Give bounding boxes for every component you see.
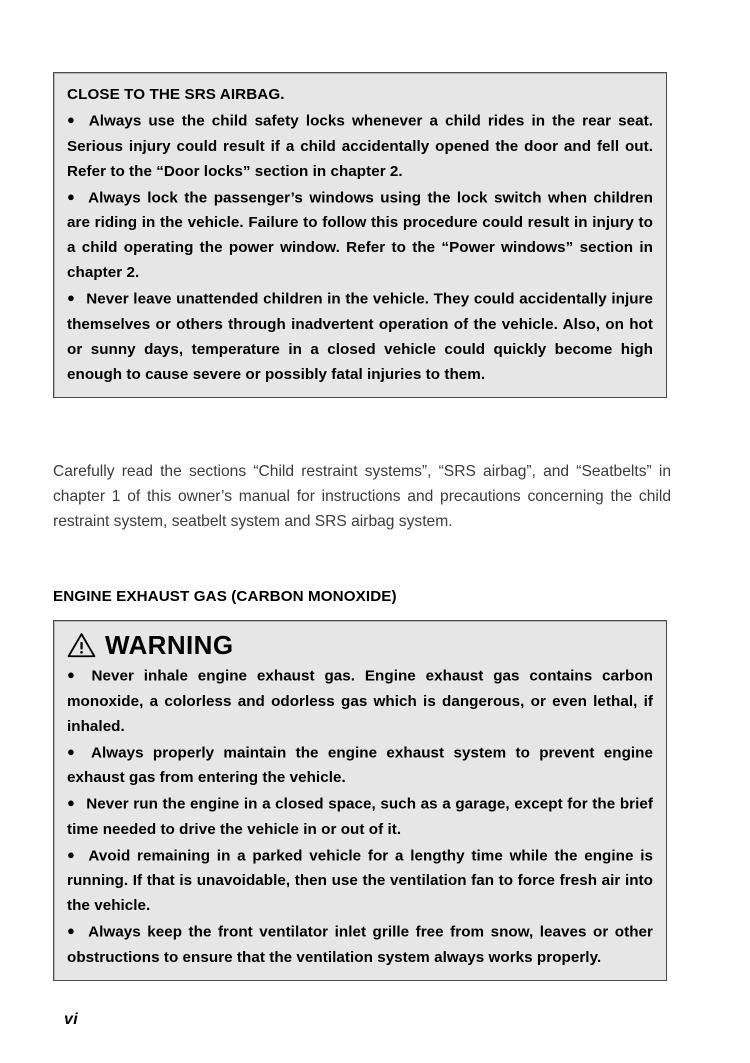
srs-bullet-3 — [67, 285, 653, 387]
warning-label: WARNING — [105, 630, 234, 660]
srs-bullet-1-text: Always use the child safety locks whenever a child rides in the rear seat. Serious injury could result if a child accidentally opened the door and fell out. Refer to the “Door locks” section in chapter 2. — [67, 112, 653, 180]
warning-header — [67, 631, 653, 659]
exhaust-bullet-4-text: Avoid remaining in a parked vehicle for a lengthy time while the engine is running. If that is unavoidable, then use the ventilation fan to force fresh air into the vehicle. — [67, 847, 653, 914]
exhaust-bullet-5-text: Always keep the front ventilator inlet grille free from snow, leaves or other obstructions to ensure that the ventilation system always works properly. — [67, 923, 653, 966]
engine-exhaust-gas-heading: ENGINE EXHAUST GAS (CARBON MONOXIDE) — [53, 588, 397, 605]
exhaust-bullet-3-text: Never run the engine in a closed space, such as a garage, except for the brief time needed to drive the vehicle in or out of it. — [67, 795, 653, 838]
bullet-icon: ● — [67, 667, 81, 682]
srs-box-heading: CLOSE TO THE SRS AIRBAG. — [67, 86, 285, 103]
srs-bullet-3-text: Never leave unattended children in the vehicle. They could accidentally injure themselves or others through inadvertent operation of the vehicle. Also, on hot or sunny days, temperature in a closed vehicle could quickly become high enough to cause severe or possibly fatal injuries to them. — [67, 290, 653, 383]
exhaust-bullet-2 — [67, 739, 653, 791]
bullet-icon: ● — [67, 188, 78, 204]
warning-triangle-icon — [67, 632, 96, 658]
bullet-icon: ● — [67, 743, 80, 759]
exhaust-bullet-3 — [67, 790, 653, 842]
bullet-icon: ● — [67, 290, 76, 305]
exhaust-bullet-1 — [67, 662, 653, 739]
srs-bullet-2-text: Always lock the passenger’s windows using the lock switch when children are riding in the vehicle. Failure to follow this procedure could result in injury to a child operating the power window. Refer to the “Power windows” section in chapter 2. — [67, 189, 653, 281]
bullet-icon: ● — [67, 846, 78, 862]
exhaust-bullet-2-text: Always properly maintain the engine exhaust system to prevent engine exhaust gas from entering the vehicle. — [67, 744, 654, 786]
bullet-icon: ● — [67, 923, 78, 938]
exhaust-bullet-5 — [67, 918, 653, 970]
srs-bullet-1 — [67, 107, 653, 184]
exhaust-bullet-4 — [67, 842, 653, 919]
page-number: vi — [64, 1011, 78, 1028]
srs-bullet-2 — [67, 184, 653, 286]
bullet-icon: ● — [67, 795, 76, 810]
engine-exhaust-warning-box — [53, 620, 667, 981]
bullet-icon: ● — [67, 112, 78, 127]
carefully-read-paragraph: Carefully read the sections “Child restraint systems”, “SRS airbag”, and “Seatbelts” in chapter 1 of this owner’s manual for instructions and precautions concerning the child restraint system, seatbelt system and SRS airbag system. — [53, 463, 671, 531]
exhaust-bullet-1-text: Never inhale engine exhaust gas. Engine exhaust gas contains carbon monoxide, a colorless and odorless gas which is dangerous, or even lethal, if inhaled. — [67, 667, 653, 735]
srs-airbag-warning-box — [53, 72, 667, 398]
